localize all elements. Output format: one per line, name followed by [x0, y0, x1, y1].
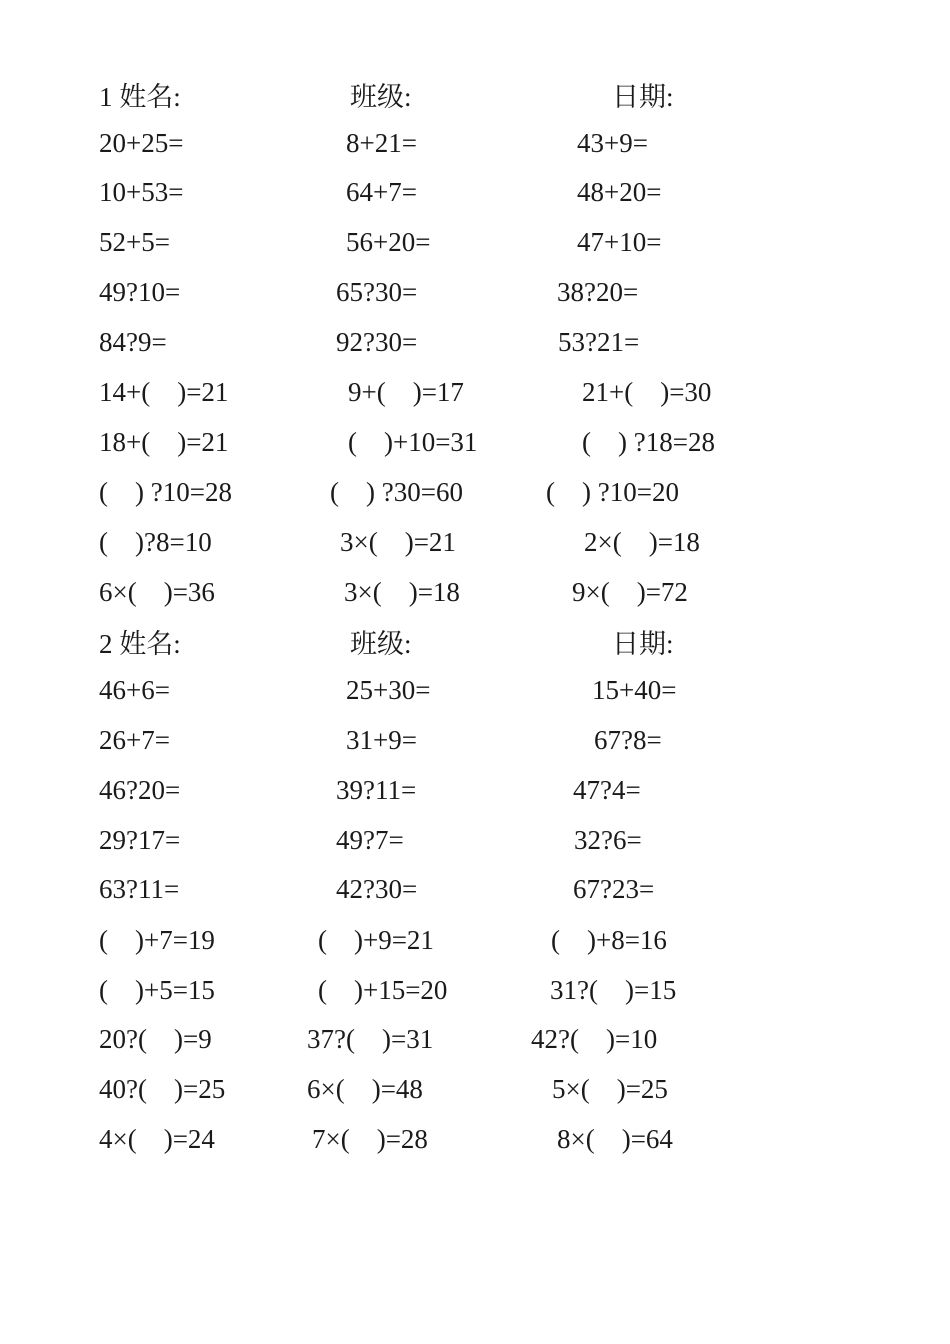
problem: 56+20=: [346, 227, 431, 257]
problem: 64+7=: [346, 177, 417, 207]
problem: 14+( )=21: [99, 377, 229, 407]
problem: 63?11=: [99, 874, 180, 904]
problem: 5×( )=25: [552, 1074, 668, 1104]
problem: 49?7=: [336, 825, 404, 855]
problem: 2×( )=18: [584, 527, 700, 557]
problem: 84?9=: [99, 327, 167, 357]
problem: 31?( )=15: [550, 975, 677, 1005]
problem: 37?( )=31: [307, 1024, 434, 1054]
problem: 7×( )=28: [312, 1124, 428, 1154]
problem: ( )+9=21: [318, 925, 434, 955]
problem: 21+( )=30: [582, 377, 712, 407]
name-label: 1 姓名:: [99, 82, 181, 112]
problem: ( )+5=15: [99, 975, 215, 1005]
problem: ( ) ?30=60: [330, 477, 463, 507]
problem: 15+40=: [592, 675, 677, 705]
problem: 20+25=: [99, 128, 184, 158]
problem: 39?11=: [336, 775, 417, 805]
class-label: 班级:: [350, 82, 412, 112]
problem: 20?( )=9: [99, 1024, 212, 1054]
problem: 47?4=: [573, 775, 641, 805]
problem: ( )+7=19: [99, 925, 215, 955]
problem: 42?30=: [336, 874, 418, 904]
problem: 8+21=: [346, 128, 417, 158]
problem: 42?( )=10: [531, 1024, 658, 1054]
date-label: 日期:: [612, 629, 674, 659]
problem: ( )?8=10: [99, 527, 212, 557]
problem: 48+20=: [577, 177, 662, 207]
problem: 53?21=: [558, 327, 640, 357]
date-label: 日期:: [612, 82, 674, 112]
problem: 9×( )=72: [572, 577, 688, 607]
class-label: 班级:: [350, 629, 412, 659]
problem: 46+6=: [99, 675, 170, 705]
name-label: 2 姓名:: [99, 629, 181, 659]
problem: 65?30=: [336, 277, 418, 307]
problem: 29?17=: [99, 825, 181, 855]
problem: 47+10=: [577, 227, 662, 257]
problem: ( )+8=16: [551, 925, 667, 955]
problem: 8×( )=64: [557, 1124, 673, 1154]
problem: 40?( )=25: [99, 1074, 226, 1104]
problem: 38?20=: [557, 277, 639, 307]
problem: 10+53=: [99, 177, 184, 207]
problem: 3×( )=21: [340, 527, 456, 557]
problem: 67?8=: [594, 725, 662, 755]
problem: 9+( )=17: [348, 377, 464, 407]
problem: 46?20=: [99, 775, 181, 805]
problem: ( ) ?10=20: [546, 477, 679, 507]
problem: 67?23=: [573, 874, 655, 904]
problem: 31+9=: [346, 725, 417, 755]
problem: ( )+10=31: [348, 427, 478, 457]
problem: 26+7=: [99, 725, 170, 755]
problem: ( )+15=20: [318, 975, 448, 1005]
problem: ( ) ?10=28: [99, 477, 232, 507]
problem: 32?6=: [574, 825, 642, 855]
problem: 25+30=: [346, 675, 431, 705]
problem: 18+( )=21: [99, 427, 229, 457]
problem: 49?10=: [99, 277, 181, 307]
problem: 3×( )=18: [344, 577, 460, 607]
problem: 52+5=: [99, 227, 170, 257]
problem: 92?30=: [336, 327, 418, 357]
problem: 4×( )=24: [99, 1124, 215, 1154]
problem: 6×( )=36: [99, 577, 215, 607]
problem: 6×( )=48: [307, 1074, 423, 1104]
problem: ( ) ?18=28: [582, 427, 715, 457]
problem: 43+9=: [577, 128, 648, 158]
